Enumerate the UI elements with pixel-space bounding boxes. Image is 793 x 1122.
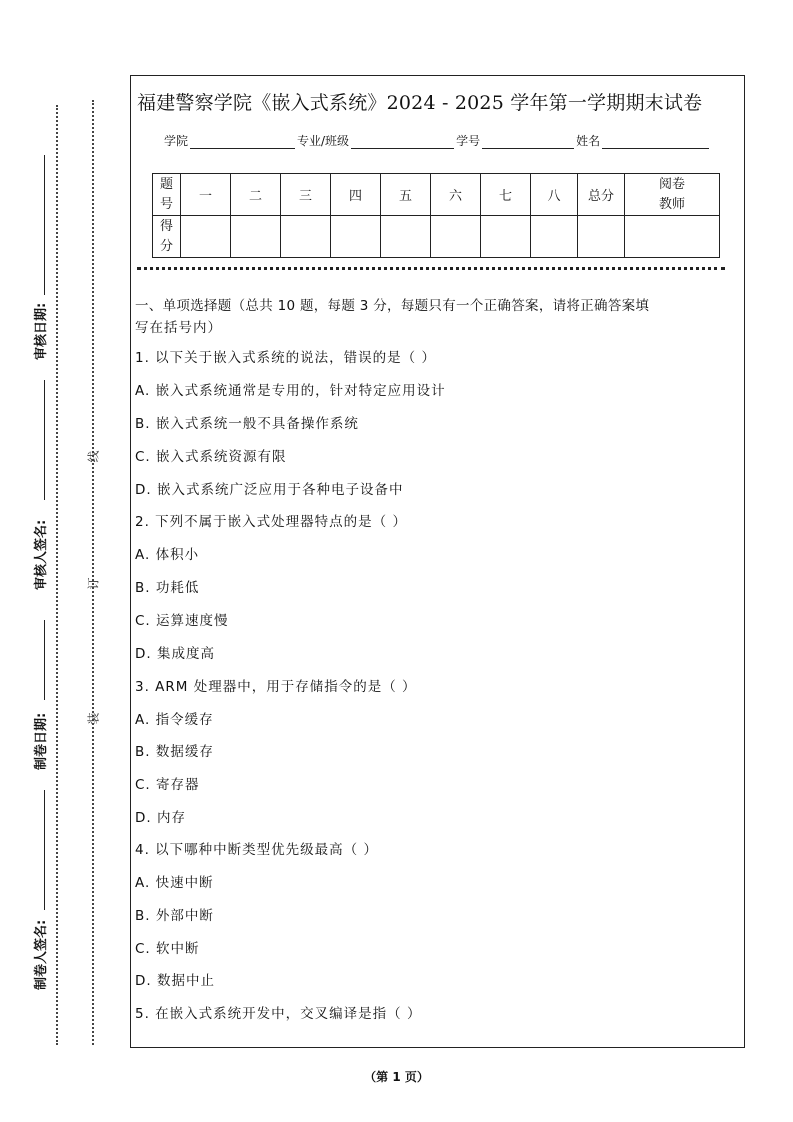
dotted-separator bbox=[137, 267, 725, 270]
section-heading-line2: 写在括号内） bbox=[135, 320, 222, 336]
option-line: A. 快速中断 bbox=[135, 875, 214, 891]
option-line: C. 软中断 bbox=[135, 941, 200, 957]
section-heading-line1: 一、单项选择题（总共 10 题，每题 3 分，每题只有一个正确答案，请将正确答案填 bbox=[135, 298, 650, 314]
col-8: 八 bbox=[531, 174, 578, 216]
reviewer-date-label: 审核日期: bbox=[34, 302, 49, 360]
col-3: 三 bbox=[281, 174, 331, 216]
student-id-field[interactable] bbox=[482, 136, 574, 149]
option-line: B. 功耗低 bbox=[135, 580, 200, 596]
score-cell[interactable] bbox=[281, 216, 331, 258]
col-6: 六 bbox=[431, 174, 481, 216]
college-field[interactable] bbox=[190, 136, 295, 149]
binding-dotted-line bbox=[92, 100, 94, 1045]
score-cell[interactable] bbox=[181, 216, 231, 258]
col-5: 五 bbox=[381, 174, 431, 216]
col-total: 总分 bbox=[578, 174, 625, 216]
question-line: 4. 以下哪种中断类型优先级最高（ ） bbox=[135, 842, 378, 858]
col-4: 四 bbox=[331, 174, 381, 216]
reviewer-teacher-label: 阅卷 教师 bbox=[625, 174, 720, 216]
student-id-label: 学号 bbox=[456, 134, 481, 148]
college-label: 学院 bbox=[164, 134, 189, 148]
major-field[interactable] bbox=[351, 136, 454, 149]
major-label: 专业/班级 bbox=[297, 134, 350, 148]
maker-sign-label: 制卷人签名: bbox=[34, 919, 49, 990]
name-field[interactable] bbox=[602, 136, 709, 149]
option-line: C. 运算速度慢 bbox=[135, 613, 229, 629]
score-cell[interactable] bbox=[431, 216, 481, 258]
bind-fold-char: 装 bbox=[86, 712, 101, 725]
score-label: 得 分 bbox=[153, 216, 181, 258]
option-line: B. 外部中断 bbox=[135, 908, 214, 924]
name-label: 姓名 bbox=[576, 134, 601, 148]
question-line: 5. 在嵌入式系统开发中，交叉编译是指（ ） bbox=[135, 1006, 422, 1022]
option-line: D. 嵌入式系统广泛应用于各种电子设备中 bbox=[135, 482, 404, 498]
question-number-label: 题 号 bbox=[153, 174, 181, 216]
score-cell[interactable] bbox=[231, 216, 281, 258]
question-line: 2. 下列不属于嵌入式处理器特点的是（ ） bbox=[135, 514, 407, 530]
left-dotted-line bbox=[56, 105, 58, 1045]
maker-sign-line bbox=[44, 790, 46, 910]
maker-date-label: 制卷日期: bbox=[34, 712, 49, 770]
score-table-score-row bbox=[153, 216, 720, 258]
reviewer-sign-label: 审核人签名: bbox=[34, 519, 49, 590]
bind-line-char: 线 bbox=[86, 450, 101, 463]
option-line: D. 内存 bbox=[135, 810, 186, 826]
option-line: C. 寄存器 bbox=[135, 777, 200, 793]
option-line: A. 体积小 bbox=[135, 547, 200, 563]
col-7: 七 bbox=[481, 174, 531, 216]
col-1: 一 bbox=[181, 174, 231, 216]
question-line: 3. ARM 处理器中，用于存储指令的是（ ） bbox=[135, 679, 417, 695]
score-cell[interactable] bbox=[481, 216, 531, 258]
option-line: C. 嵌入式系统资源有限 bbox=[135, 449, 287, 465]
score-cell[interactable] bbox=[331, 216, 381, 258]
student-info-row bbox=[164, 132, 711, 149]
page-number: （第 1 页） bbox=[364, 1070, 429, 1084]
option-line: B. 嵌入式系统一般不具备操作系统 bbox=[135, 416, 359, 432]
option-line: B. 数据缓存 bbox=[135, 744, 214, 760]
bind-staple-char: 订 bbox=[86, 577, 101, 590]
reviewer-date-line bbox=[44, 155, 46, 295]
option-line: D. 数据中止 bbox=[135, 973, 215, 989]
exam-title: 福建警察学院《嵌入式系统》2024 - 2025 学年第一学期期末试卷 bbox=[137, 92, 703, 114]
score-cell[interactable] bbox=[578, 216, 625, 258]
score-table bbox=[152, 173, 720, 258]
score-cell[interactable] bbox=[531, 216, 578, 258]
score-cell[interactable] bbox=[381, 216, 431, 258]
question-line: 1. 以下关于嵌入式系统的说法，错误的是（ ） bbox=[135, 350, 436, 366]
col-2: 二 bbox=[231, 174, 281, 216]
maker-date-line bbox=[44, 620, 46, 700]
option-line: A. 嵌入式系统通常是专用的，针对特定应用设计 bbox=[135, 383, 446, 399]
option-line: A. 指令缓存 bbox=[135, 712, 214, 728]
reviewer-sign-line bbox=[44, 380, 46, 500]
option-line: D. 集成度高 bbox=[135, 646, 215, 662]
score-table-header-row bbox=[153, 174, 720, 216]
score-cell[interactable] bbox=[625, 216, 720, 258]
